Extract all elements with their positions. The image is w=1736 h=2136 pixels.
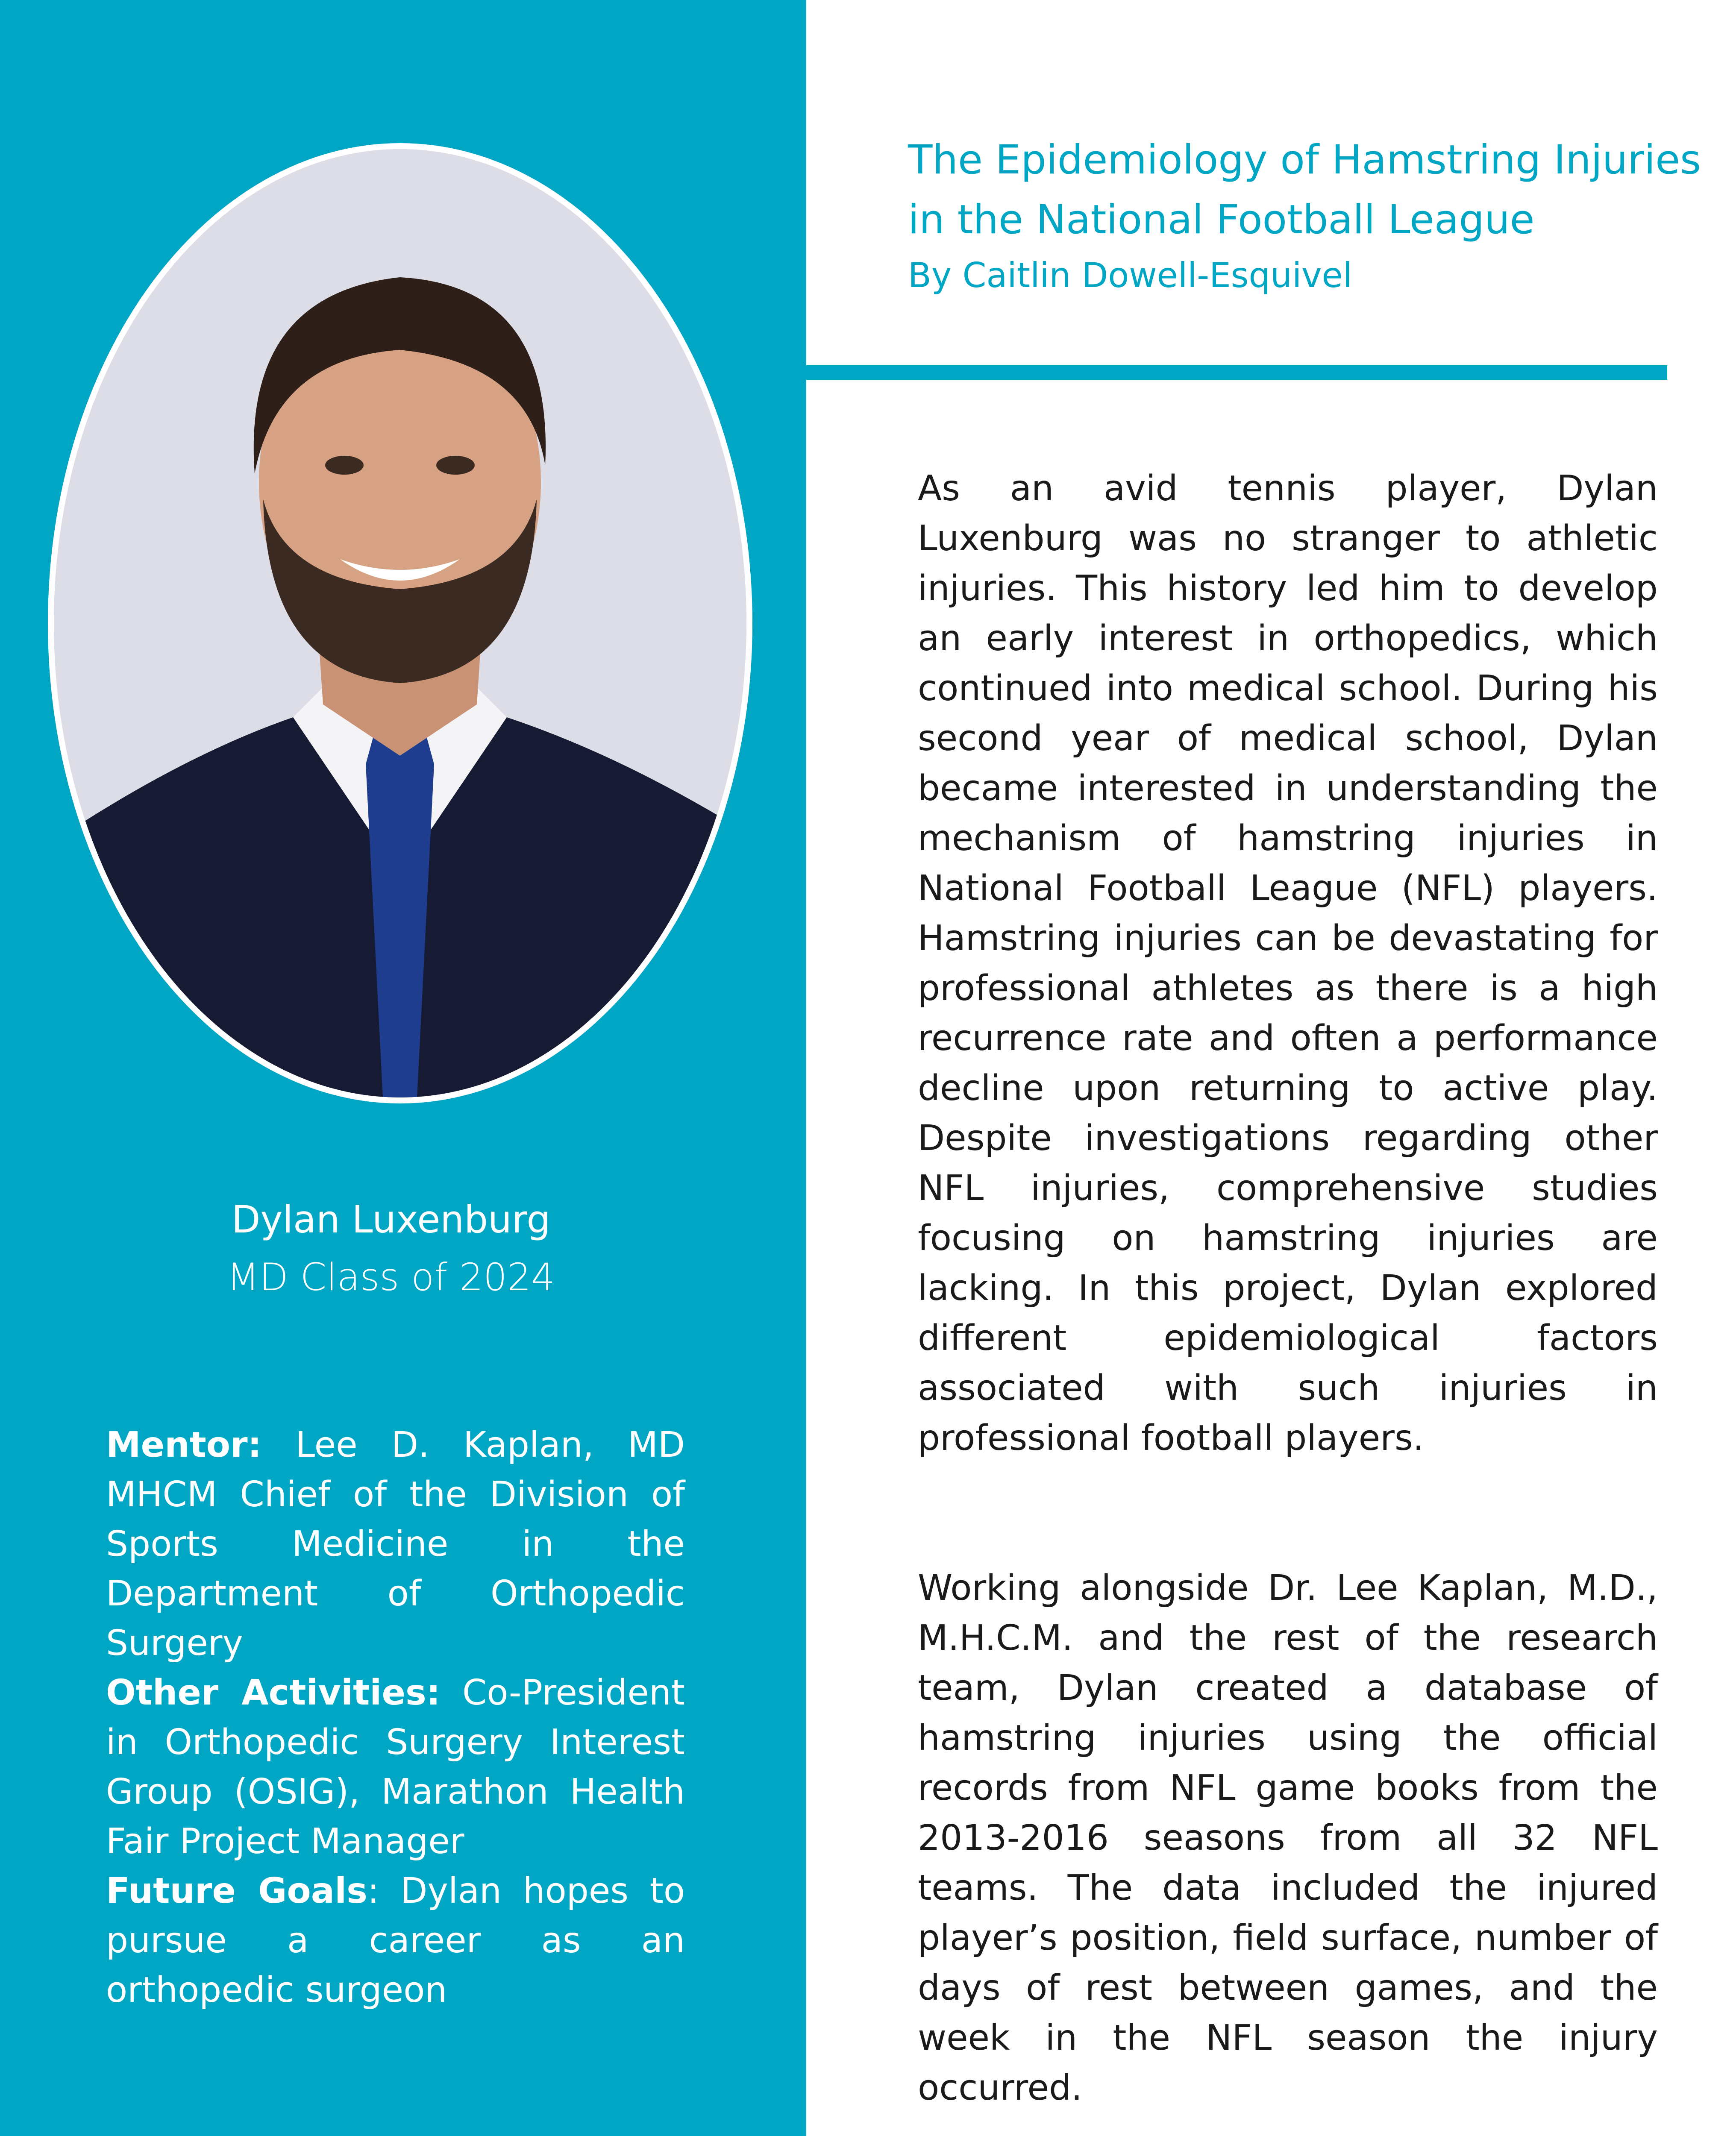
goals-text: : Dylan hopes to pursue a career as an orthopedic surgeon xyxy=(106,1871,685,2010)
article-header xyxy=(908,130,1703,301)
body-paragraph-2: Working alongside Dr. Lee Kaplan, M.D., M.H.C.M. and the rest of the research team, Dylan created a database of hamstring injuries using the official records from NFL game books from the 2013-2016 seasons from all 32 NFL teams. The data included the injured player’s position, field surface, number of days of rest between games, and the week in the NFL season the injury occurred. xyxy=(918,1568,1658,2108)
article-byline: By Caitlin Dowell-Esquivel xyxy=(908,255,1352,295)
portrait-photo xyxy=(54,149,746,1097)
mentor-label: Mentor: xyxy=(106,1425,262,1465)
goals-entry xyxy=(106,1866,685,2015)
profile-class: MD Class of 2024 xyxy=(227,1255,555,1299)
activities-entry xyxy=(106,1668,685,1866)
article-title-line-1: The Epidemiology of Hamstring Injuries xyxy=(908,137,1701,183)
profile-sidebar xyxy=(0,0,806,2136)
mentor-text: Lee D. Kaplan, MD MHCM Chief of the Division of Sports Medicine in the Department of Orthopedic Surgery xyxy=(106,1425,685,1664)
activities-text: Co-President in Orthopedic Surgery Interest Group (OSIG), Marathon Health Fair Project Manager xyxy=(106,1672,685,1862)
article-title-line-2: in the National Football League xyxy=(908,197,1535,243)
portrait-frame xyxy=(48,143,752,1103)
portrait-illustration xyxy=(54,149,746,1097)
activities-label: Other Activities: xyxy=(106,1672,441,1713)
profile-details xyxy=(106,1420,685,2015)
profile-name: Dylan Luxenburg xyxy=(231,1197,551,1241)
article-body xyxy=(918,464,1658,2136)
header-divider xyxy=(806,365,1667,380)
goals-label: Future Goals xyxy=(106,1871,367,1911)
mentor-entry xyxy=(106,1420,685,1668)
body-paragraph-1: As an avid tennis player, Dylan Luxenburg was no stranger to athletic injuries. This history led him to develop an early interest in orthopedics, which continued into medical school. During his second year of medical school, Dylan became interested in understanding the mechanism of hamstring injuries in National Football League (NFL) players. Hamstring injuries can be devastating for professional athletes as there is a high recurrence rate and often a performance decline upon returning to active play. Despite investigations regarding other NFL injuries, comprehensive studies focusing on hamstring injuries are lacking. In this project, Dylan explored different epidemiological factors associated with such injuries in professional football players. xyxy=(918,468,1658,1458)
